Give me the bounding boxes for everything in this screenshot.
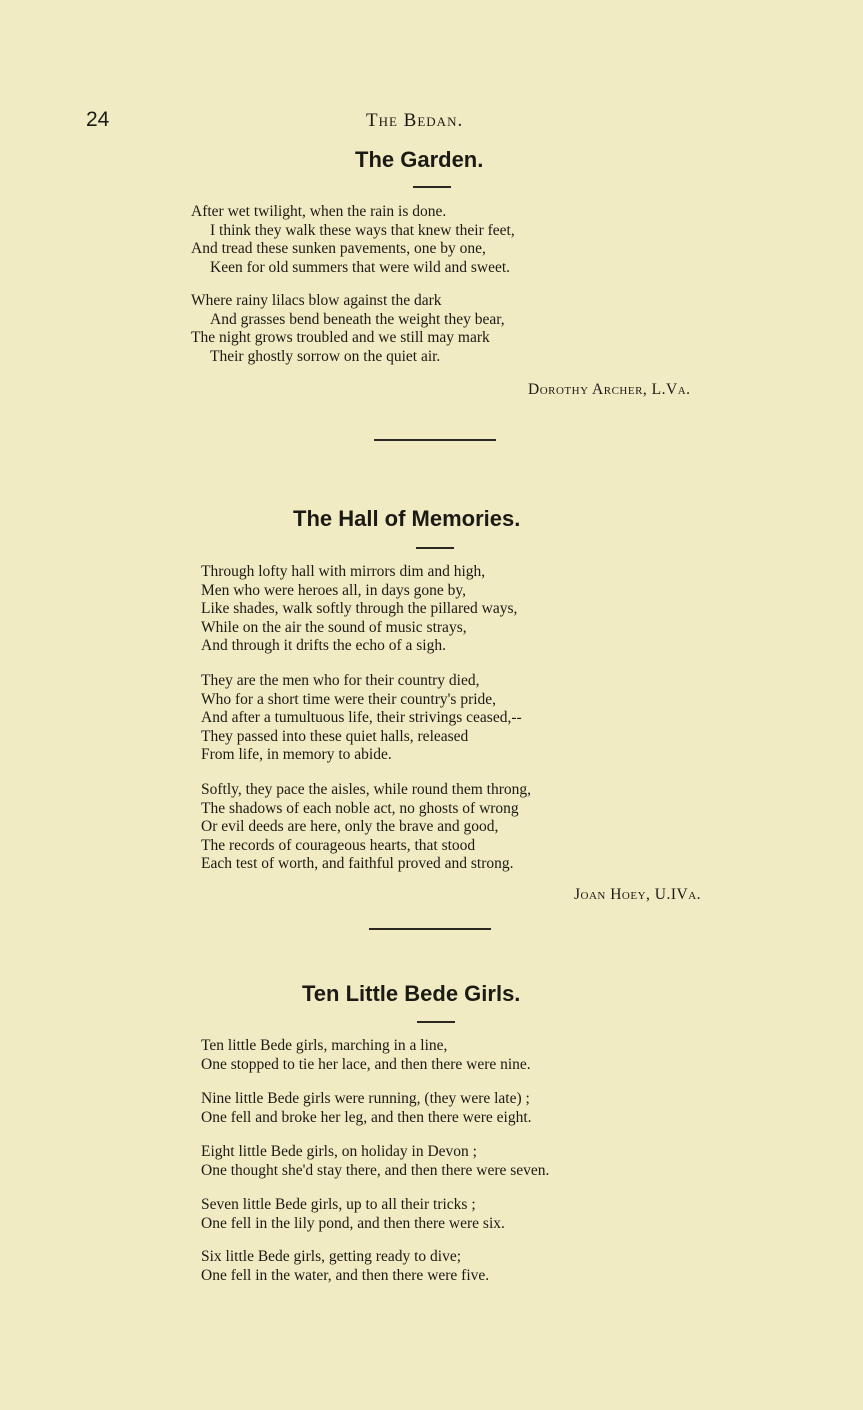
poem-line: Eight little Bede girls, on holiday in Devon ; (201, 1143, 477, 1160)
title-rule (417, 1021, 455, 1023)
section-divider (374, 439, 496, 441)
poem-line: Through lofty hall with mirrors dim and high, (201, 563, 486, 580)
stanza (201, 781, 531, 874)
poem-line: While on the air the sound of music strays, (201, 618, 467, 636)
poem-line: After wet twilight, when the rain is done. (191, 203, 447, 220)
poem-line: And grasses bend beneath the weight they bear, (210, 310, 505, 328)
stanza (201, 1248, 489, 1285)
poem-line: The records of courageous hearts, that stood (201, 836, 476, 854)
poem-line: Softly, they pace the aisles, while round them throng, (201, 781, 532, 798)
poem-line: And after a tumultuous life, their strivings ceased,-- (201, 709, 522, 726)
page-number: 24 (86, 108, 110, 131)
poem-line: Keen for old summers that were wild and sweet. (210, 258, 511, 276)
stanza (201, 1090, 532, 1127)
poem-line: One fell in the lily pond, and then there were six. (201, 1214, 505, 1232)
poem-line: The shadows of each noble act, no ghosts of wrong (201, 799, 519, 817)
poem-line: Where rainy lilacs blow against the dark (191, 292, 442, 309)
poem-line: Their ghostly sorrow on the quiet air. (210, 347, 441, 365)
poem-line: And through it drifts the echo of a sigh. (201, 637, 446, 654)
stanza (191, 203, 515, 277)
poem-author: Joan Hoey, U.IVa. (574, 886, 702, 903)
poem-title-garden: The Garden. (355, 147, 484, 172)
poem-line: Ten little Bede girls, marching in a line, (201, 1037, 448, 1054)
poem-title-ten-little-bede-girls: Ten Little Bede Girls. (302, 981, 521, 1006)
poem-line: They are the men who for their country died, (201, 672, 480, 689)
poem-line: One thought she'd stay there, and then there were seven. (201, 1161, 550, 1179)
poem-line: One stopped to tie her lace, and then there were nine. (201, 1055, 531, 1073)
poem-line: Nine little Bede girls were running, (they were late) ; (201, 1090, 530, 1107)
poem-line: One fell and broke her leg, and then there were eight. (201, 1108, 532, 1126)
stanza (201, 672, 522, 765)
title-rule (413, 186, 451, 188)
stanza (201, 563, 517, 656)
poem-line: Or evil deeds are here, only the brave and good, (201, 818, 499, 835)
poem-line: Seven little Bede girls, up to all their tricks ; (201, 1196, 476, 1213)
poem-line: One fell in the water, and then there were five. (201, 1266, 490, 1284)
poem-line: I think they walk these ways that knew their feet, (210, 221, 515, 239)
poem-line: The night grows troubled and we still may mark (191, 329, 490, 346)
poem-line: Each test of worth, and faithful proved and strong. (201, 855, 514, 872)
section-divider (369, 928, 491, 930)
poem-line: And tread these sunken pavements, one by one, (191, 240, 486, 257)
stanza (201, 1196, 505, 1233)
poem-line: Men who were heroes all, in days gone by, (201, 581, 467, 599)
stanza (201, 1143, 549, 1180)
title-rule (416, 547, 454, 549)
poem-line: From life, in memory to abide. (201, 746, 392, 763)
poem-title-hall-of-memories: The Hall of Memories. (293, 506, 521, 531)
poem-line: They passed into these quiet halls, released (201, 727, 469, 745)
stanza (191, 292, 505, 366)
poem-line: Six little Bede girls, getting ready to dive; (201, 1248, 462, 1265)
poem-author: Dorothy Archer, L.Va. (528, 381, 691, 398)
poem-line: Like shades, walk softly through the pillared ways, (201, 600, 518, 617)
poem-line: Who for a short time were their country's pride, (201, 690, 497, 708)
stanza (201, 1037, 531, 1074)
running-head: The Bedan. (366, 110, 464, 131)
